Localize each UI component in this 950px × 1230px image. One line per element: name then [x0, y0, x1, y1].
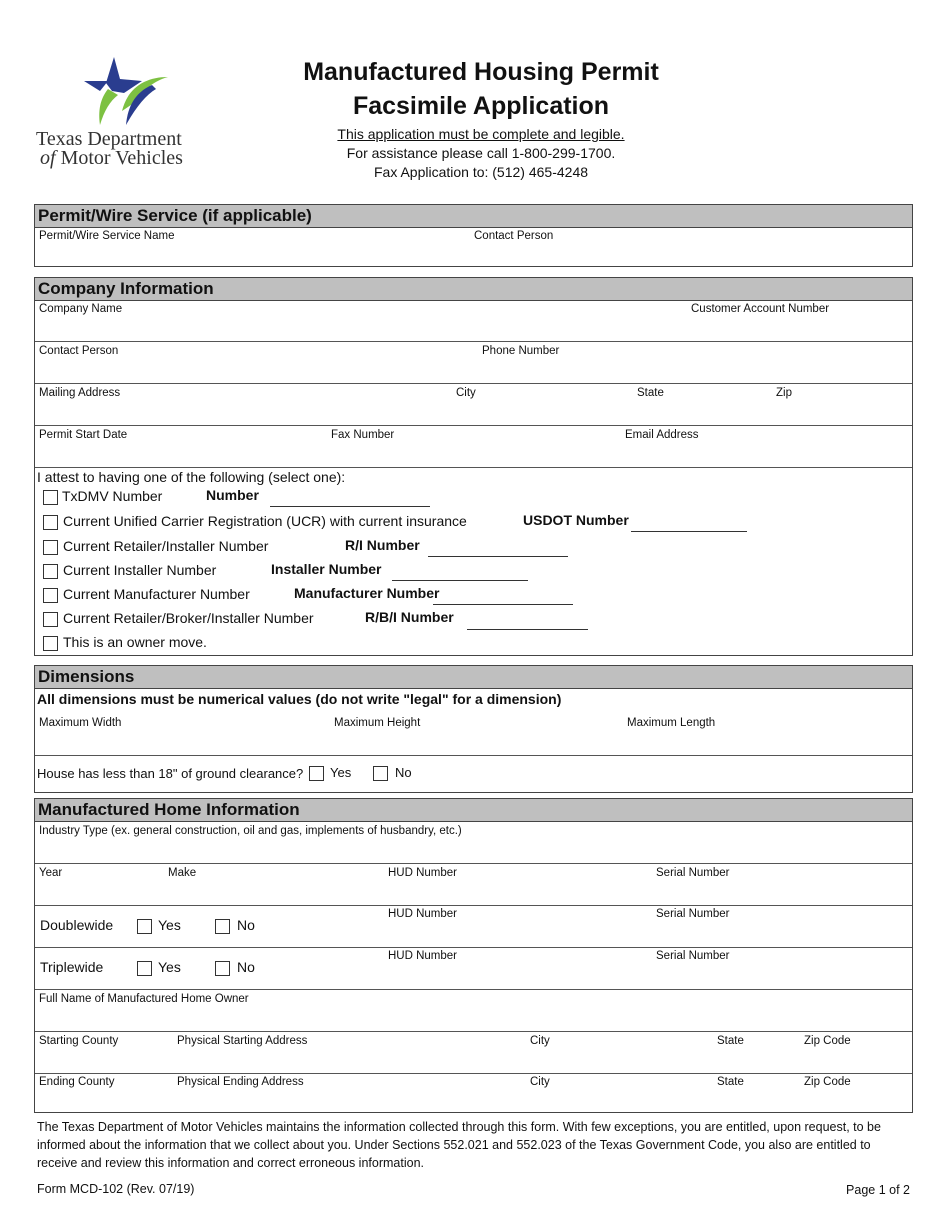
- permit-wire-section: [34, 204, 913, 267]
- ri-number-label: R/I Number: [345, 537, 420, 553]
- triplewide-no-label: No: [237, 959, 255, 975]
- dimensions-heading: Dimensions: [35, 666, 912, 689]
- txdmv-number-label: TxDMV Number: [62, 488, 163, 504]
- ending-state-field[interactable]: State: [717, 1076, 744, 1088]
- serial-number-field-2[interactable]: Serial Number: [656, 908, 730, 920]
- owner-move-checkbox[interactable]: [43, 636, 58, 651]
- starting-location-row: [35, 1032, 912, 1074]
- installer-number-input-line[interactable]: [392, 580, 528, 581]
- triplewide-yes-checkbox[interactable]: [137, 961, 152, 976]
- txdmv-logo: [36, 55, 206, 170]
- doublewide-yes-checkbox[interactable]: [137, 919, 152, 934]
- permit-wire-heading: Permit/Wire Service (if applicable): [35, 205, 912, 228]
- logo-line-2: [40, 148, 183, 168]
- industry-row: [35, 822, 912, 864]
- company-information-section: [34, 277, 913, 656]
- dimensions-note: All dimensions must be numerical values (do not write "legal" for a dimension): [37, 691, 562, 707]
- company-contact-person-field[interactable]: Contact Person: [39, 345, 119, 357]
- rbi-number-label: R/B/I Number: [365, 609, 454, 625]
- privacy-notice: The Texas Department of Motor Vehicles maintains the information collected through this form. With few exceptions, you are entitled, upon request, to be informed about the information that we collect about you. Under Sections 552.021 and 552.023 of the Texas Government Code, you also are entitled to receive and review this information and correct erroneous information.: [37, 1120, 881, 1170]
- usdot-number-label: USDOT Number: [523, 512, 629, 528]
- starting-zip-code-field[interactable]: Zip Code: [804, 1035, 851, 1047]
- ending-zip-code-field[interactable]: Zip Code: [804, 1076, 851, 1088]
- ucr-label: Current Unified Carrier Registration (UCR) with current insurance: [63, 513, 467, 529]
- manufacturer-checkbox[interactable]: [43, 588, 58, 603]
- fax-number-note: Fax Application to: (512) 465-4248: [373, 164, 589, 180]
- logo-line-1: Texas Department: [36, 128, 182, 150]
- retailer-broker-installer-checkbox[interactable]: [43, 612, 58, 627]
- mailing-address-field[interactable]: Mailing Address: [39, 387, 121, 399]
- make-field[interactable]: Make: [168, 867, 197, 879]
- email-address-field[interactable]: Email Address: [625, 429, 699, 441]
- manufactured-home-heading: Manufactured Home Information: [35, 799, 912, 822]
- starting-state-field[interactable]: State: [717, 1035, 744, 1047]
- company-row-3: [35, 384, 912, 426]
- assistance-phone: For assistance please call 1-800-299-1700.: [346, 145, 616, 161]
- dimensions-section: [34, 665, 913, 793]
- doublewide-no-checkbox[interactable]: [215, 919, 230, 934]
- company-name-field[interactable]: Company Name: [39, 303, 123, 315]
- retailer-installer-label: Current Retailer/Installer Number: [63, 538, 269, 554]
- manufactured-home-section: [34, 798, 913, 1113]
- clearance-no-checkbox[interactable]: [373, 766, 388, 781]
- starting-county-field[interactable]: Starting County: [39, 1035, 119, 1047]
- owner-row: [35, 990, 912, 1032]
- number-field-label: Number: [206, 487, 259, 503]
- triplewide-yes-label: Yes: [158, 959, 181, 975]
- year-field[interactable]: Year: [39, 867, 63, 879]
- industry-type-field[interactable]: Industry Type (ex. general construction, oil and gas, implements of husbandry, etc.): [39, 825, 462, 837]
- permit-contact-person-field[interactable]: Contact Person: [474, 230, 554, 242]
- clearance-no-label: No: [395, 765, 412, 780]
- serial-number-field-3[interactable]: Serial Number: [656, 950, 730, 962]
- retailer-broker-installer-label: Current Retailer/Broker/Installer Number: [63, 610, 314, 626]
- ending-county-field[interactable]: Ending County: [39, 1076, 115, 1088]
- logo-motor-vehicles: Motor Vehicles: [55, 147, 183, 169]
- doublewide-yes-label: Yes: [158, 917, 181, 933]
- maximum-width-field[interactable]: Maximum Width: [39, 717, 122, 729]
- owner-full-name-field[interactable]: Full Name of Manufactured Home Owner: [39, 993, 249, 1005]
- triplewide-label: Triplewide: [40, 959, 104, 975]
- permit-wire-service-name-field[interactable]: Permit/Wire Service Name: [39, 230, 175, 242]
- manufacturer-label: Current Manufacturer Number: [63, 586, 250, 602]
- usdot-number-input-line[interactable]: [631, 531, 747, 532]
- customer-account-number-field[interactable]: Customer Account Number: [691, 303, 830, 315]
- installer-number-label: Installer Number: [271, 561, 382, 577]
- retailer-installer-checkbox[interactable]: [43, 540, 58, 555]
- company-row-2: [35, 342, 912, 384]
- installer-label: Current Installer Number: [63, 562, 217, 578]
- page-number: Page 1 of 2: [846, 1183, 910, 1197]
- installer-checkbox[interactable]: [43, 564, 58, 579]
- physical-ending-address-field[interactable]: Physical Ending Address: [177, 1076, 304, 1088]
- starting-city-field[interactable]: City: [530, 1035, 550, 1047]
- physical-starting-address-field[interactable]: Physical Starting Address: [177, 1035, 308, 1047]
- form-title-line-1: Manufactured Housing Permit: [303, 58, 659, 86]
- clearance-yes-label: Yes: [330, 765, 352, 780]
- logo-of: of: [40, 147, 56, 169]
- clearance-yes-checkbox[interactable]: [309, 766, 324, 781]
- ground-clearance-question: House has less than 18" of ground clearance?: [37, 766, 304, 781]
- company-information-heading: Company Information: [35, 278, 912, 301]
- ucr-checkbox[interactable]: [43, 515, 58, 530]
- ending-city-field[interactable]: City: [530, 1076, 550, 1088]
- doublewide-label: Doublewide: [40, 917, 114, 933]
- serial-number-field-1[interactable]: Serial Number: [656, 867, 730, 879]
- company-state-field[interactable]: State: [637, 387, 664, 399]
- legibility-note: This application must be complete and legible.: [337, 126, 625, 142]
- manufacturer-number-input-line[interactable]: [433, 604, 573, 605]
- rbi-number-input-line[interactable]: [467, 629, 588, 630]
- triplewide-no-checkbox[interactable]: [215, 961, 230, 976]
- triplewide-row: [35, 948, 912, 990]
- hud-number-field-1[interactable]: HUD Number: [388, 867, 458, 879]
- permit-start-date-field[interactable]: Permit Start Date: [39, 429, 128, 441]
- txdmv-number-checkbox[interactable]: [43, 490, 58, 505]
- attest-intro: I attest to having one of the following (select one):: [37, 469, 346, 485]
- txdmv-number-input-line[interactable]: [270, 506, 430, 507]
- maximum-height-field[interactable]: Maximum Height: [334, 717, 421, 729]
- company-row-1: [35, 301, 912, 342]
- owner-move-label: This is an owner move.: [63, 634, 207, 650]
- hud-number-field-2[interactable]: HUD Number: [388, 908, 458, 920]
- company-row-4: [35, 426, 912, 468]
- company-zip-field[interactable]: Zip: [776, 387, 792, 399]
- manufacturer-number-label: Manufacturer Number: [294, 585, 440, 601]
- hud-number-field-3[interactable]: HUD Number: [388, 950, 458, 962]
- form-id: Form MCD-102 (Rev. 07/19): [37, 1182, 195, 1196]
- company-city-field[interactable]: City: [456, 387, 476, 399]
- dimensions-row: [35, 710, 912, 756]
- year-make-row: [35, 864, 912, 906]
- doublewide-no-label: No: [237, 917, 255, 933]
- form-title-line-2: Facsimile Application: [352, 92, 610, 120]
- maximum-length-field[interactable]: Maximum Length: [627, 717, 716, 729]
- star-logo-icon: [56, 55, 186, 130]
- phone-number-field[interactable]: Phone Number: [482, 345, 560, 357]
- fax-number-field[interactable]: Fax Number: [331, 429, 395, 441]
- doublewide-row: [35, 906, 912, 948]
- ri-number-input-line[interactable]: [428, 556, 568, 557]
